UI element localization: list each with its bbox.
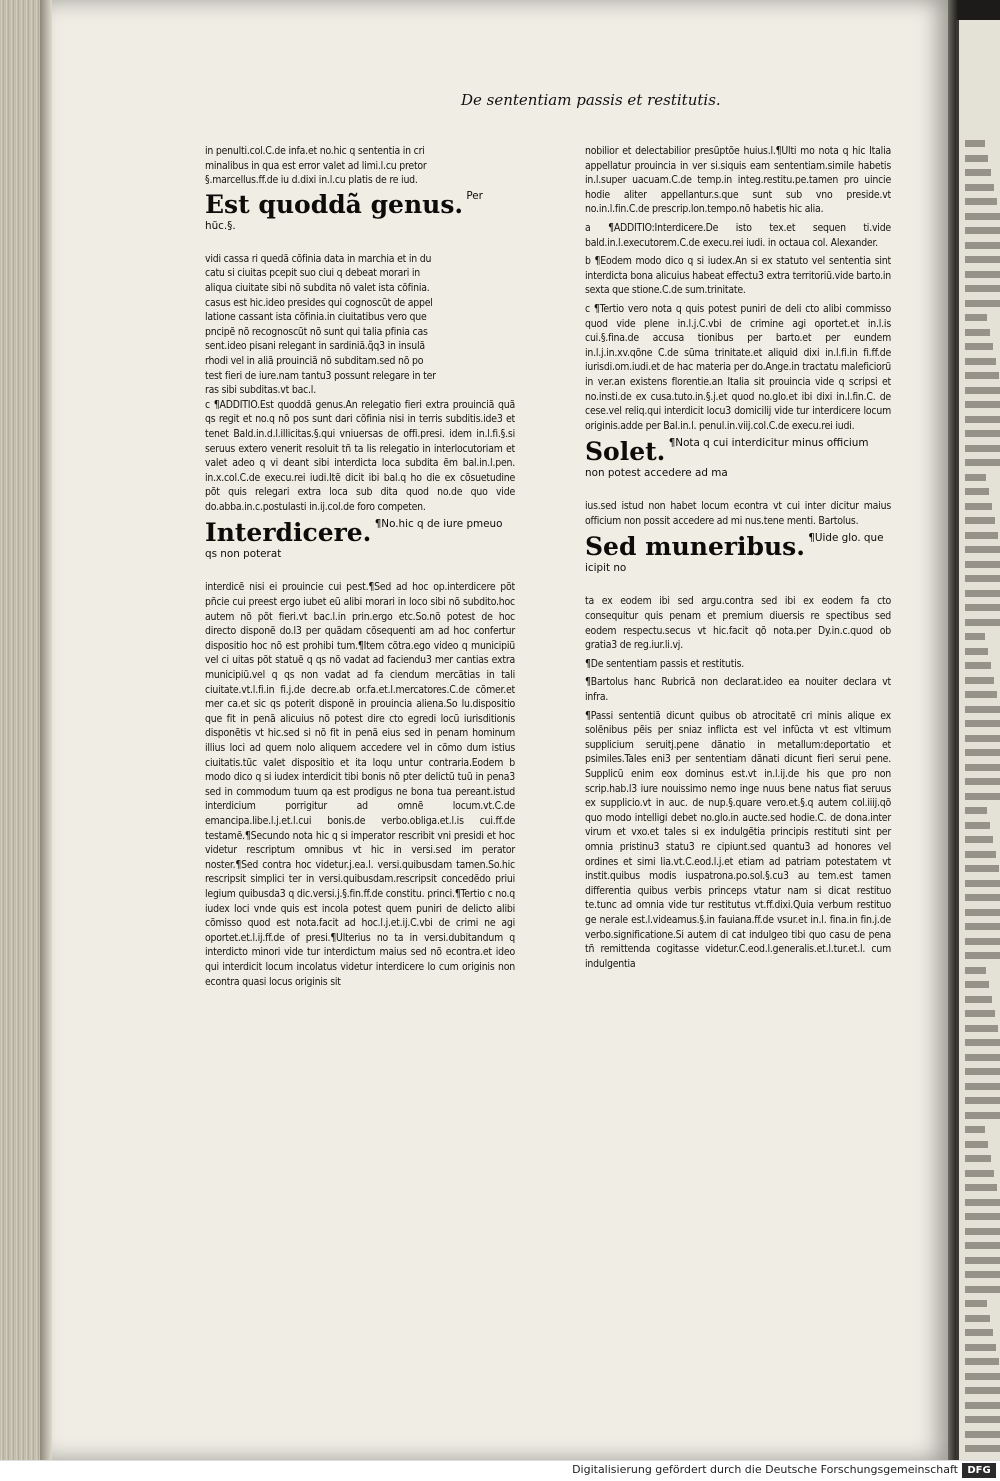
- text-paragraph: b ¶Eodem modo dico q si iudex.An si ex statuto vel sententia sint interdicta bona alicuius habeat effectu3 extra territoriũ.vide barto.in sexta que stione.C.de sum.trinitate.: [585, 255, 891, 297]
- next-page-text-line: [965, 604, 1000, 611]
- text-line: sent.ideo pisani relegant in sardiniã.q̃q3 in insulã: [205, 340, 425, 353]
- next-page-edge: [956, 20, 1000, 1460]
- next-page-text-line: [965, 430, 1000, 437]
- next-page-text-line: [965, 1112, 1000, 1119]
- next-page-text-line: [965, 1416, 1000, 1423]
- next-page-text-line: [965, 1271, 1000, 1278]
- section-heading: [585, 437, 891, 497]
- dfg-logo: DFG: [962, 1463, 996, 1478]
- next-page-text-line: [965, 1025, 998, 1032]
- next-page-text-line: [965, 546, 1000, 553]
- section-heading: [205, 190, 515, 250]
- next-page-text-line: [965, 1402, 1000, 1409]
- next-page-text-line: [965, 242, 1000, 249]
- next-page-text-line: [965, 880, 1000, 887]
- next-page-text-line: [965, 981, 989, 988]
- next-page-text-line: [965, 691, 997, 698]
- text-paragraph: a ¶ADDITIO:Interdicere.De isto tex.et sequen ti.vide bald.in.l.executorem.C.de execu.rei iudi. in octaua col. Alexander.: [585, 221, 891, 249]
- next-page-text-line: [965, 445, 1000, 452]
- next-page-text-line: [965, 1083, 1000, 1090]
- next-page-text-line: [965, 1199, 1000, 1206]
- next-page-text-line: [965, 1213, 1000, 1220]
- next-page-text-line: [965, 1387, 1000, 1394]
- next-page-text-line: [965, 894, 1000, 901]
- text-line: casus est hic.ideo presides qui cognoscũt de appel: [205, 296, 433, 309]
- section-heading-text: Est quoddã genus.: [205, 189, 464, 219]
- next-page-text-line: [965, 329, 990, 336]
- next-page-text-line: [965, 184, 994, 191]
- next-page-text-line: [965, 952, 1000, 959]
- text-paragraph: ta ex eodem ibi sed argu.contra sed ibi ex eodem fa cto consequitur quis penam et premium diuersis re spectibus sed eodem respectu.secus vt hic.facit qõ nota.per Dy.in.c.quod ob gratia3 de reg.iur.li.vj.: [585, 595, 891, 652]
- next-page-text-line: [965, 590, 1000, 597]
- next-page-text-line: [965, 416, 1000, 423]
- next-page-text-line: [965, 227, 1000, 234]
- text-line: vidi cassa ri quedã cõfinia data in marchia et in du: [205, 252, 432, 265]
- next-page-text-line: [965, 851, 996, 858]
- section-heading-gloss: ¶Uide glo. que icipit no: [585, 532, 884, 575]
- next-page-text-line: [965, 1039, 1000, 1046]
- next-page-text-line: [965, 720, 1000, 727]
- next-page-text-line: [965, 358, 996, 365]
- next-page-text-line: [965, 155, 988, 162]
- next-page-text-line: [965, 749, 1000, 756]
- next-page-text-line: [965, 474, 986, 481]
- next-page-text-line: [965, 488, 989, 495]
- next-page-text-line: [965, 706, 1000, 713]
- text-paragraph: c ¶ADDITIO.Est quoddã genus.An relegatio fieri extra prouinciã quã qs regit et no.q nõ pos sunt dari cõfinia nisi in terris subditis.ide3 et tenet Bald.in.d.l.illicitas.§.qui vniuersas de offi.presi. idem in.l.fi.§.si seruus extero venerit resoluit tñ ta lis relegatio in interlocutoriam et valet adeo q vi deant sibi interdicta loca subdita ẽm bal.in.l.pen. in.x.col.C.de execu.rei iudi.Itẽ dicit ibi bal.q ho die ex cõsuetudine põt quis relegari extra loca sub dita quod no.de quo vide do.abba.in.c.postulasti in.ij.col.de foro competen.: [205, 398, 515, 513]
- right-column: [585, 144, 891, 975]
- next-page-text-line: [965, 1445, 1000, 1452]
- text-line: §.marcellus.ff.de iu d.dixi in.l.cu platis de re iud.: [205, 174, 418, 187]
- next-page-text-line: [965, 1054, 1000, 1061]
- next-page-text-line: [965, 271, 1000, 278]
- next-page-text-line: [965, 343, 993, 350]
- next-page-text-line: [965, 764, 1000, 771]
- next-page-text-line: [965, 372, 999, 379]
- next-page-text-line: [965, 1155, 991, 1162]
- next-page-text-line: [965, 967, 986, 974]
- next-page-text-line: [965, 198, 997, 205]
- section-heading: [585, 532, 891, 592]
- text-paragraph: ¶Bartolus hanc Rubricã non declarat.ideo ea nouiter declara vt infra.: [585, 676, 891, 704]
- text-line: catu si ciuitas pcepit suo ciui q debeat morari in: [205, 267, 421, 280]
- next-page-text-line: [965, 822, 990, 829]
- next-page-text-line: [965, 1344, 996, 1351]
- text-paragraph: ius.sed istud non habet locum econtra vt cui inter dicitur maius officium non possit accedere ad mi nus.tene menti. Bartolus.: [585, 500, 891, 527]
- next-page-text-line: [965, 1373, 1000, 1380]
- text-paragraph: ¶De sententiam passis et restitutis.: [585, 657, 745, 670]
- next-page-text-line: [965, 503, 992, 510]
- next-page-text-line: [965, 213, 1000, 220]
- next-page-text-line: [965, 735, 1000, 742]
- next-page-text-line: [965, 1184, 997, 1191]
- next-page-text-line: [965, 169, 991, 176]
- text-paragraph: c ¶Tertio vero nota q quis potest puniri de deli cto alibi commisso quod vide plene in.l.j.C.vbi de crimine agi oportet.et in.l.is cui.§.fina.de accusa tionibus per barto.et per eundem in.l.j.in.xv.qõne C.de sũma trinitate.et aliquid dixi in.l.fi.in fi.ff.de iurisdi.om.iudi.et de hac materia per do.Ange.in tractatu maleficiorũ in ver.an existens florentie.an Italia sit prouincia vide q scripsi et no.insti.de ex cusa.tuto.in.§.j.et quod no.glo.et ibi dixi in.l.fin.C. de cese.vel reliq.qui interdicit locu3 domicilij vide tur interdicere locum originis.adde per Bal.in.l. penul.in.viij.col.C.de execu.rei iudi.: [585, 302, 891, 432]
- next-page-text-line: [965, 1329, 993, 1336]
- next-page-text-line: [965, 1170, 994, 1177]
- next-page-text-line: [965, 865, 999, 872]
- text-paragraph: nobilior et delectabilior presũptõe huius.l.¶Ulti mo nota q hic Italia appellatur prouincia in ver si.siquis eam sententiam.simile habetis in.l.super uacuam.C.de temp.in integ.restitu.pe.tamen pro uincie hodie aliter appellantur.s.que sunt sub vno preside.vt no.in.l.fin.C.de prescrip.lon.tempo.nõ habetis hic alia.: [585, 145, 891, 216]
- text-line: in penulti.col.C.de infa.et no.hic q sententia in cri: [205, 145, 425, 157]
- next-page-text-line: [965, 1010, 995, 1017]
- running-head: De sententiam passis et restitutis.: [461, 91, 721, 109]
- text-line: minalibus in qua est error valet ad limi.l.cu pretor: [205, 159, 427, 172]
- next-page-text-line: [965, 401, 1000, 408]
- section-heading-text: Solet.: [585, 437, 666, 467]
- next-page-text-line: [965, 909, 1000, 916]
- next-page-text-line: [965, 314, 987, 321]
- next-page-text-line: [965, 1141, 988, 1148]
- next-page-text-line: [965, 285, 1000, 292]
- next-page-text-line: [965, 1431, 1000, 1438]
- text-line: rhodi vel in aliã prouinciã nõ subditam.sed nõ po: [205, 354, 424, 367]
- next-page-text-line: [965, 1286, 1000, 1293]
- text-paragraph: ¶Passi sententiã dicunt quibus ob atrocitatẽ cri minis alique ex solẽnibus pẽis per sniaz inflicta est vel infũcta vt est vltimum supplicium seruitj.pene dãnatio in metallum:deportatio et psimiles.Tales eni3 per sententiam dãnati dicunt fieri serui pene. Supplicũ enim eox dominus est.vt in.l.ij.de his que pro non scrip.hab.l3 iure nouissimo nemo inge nuus bene natus fiat seruus ex supplicio.vt in auc. de nup.§.quare vero.et.§.q autem col.iiij.qõ quo modo intelligi debet no.glo.in aucte.sed hodie.C. de dona.inter virum et vxo.et tales si ex indulgẽtia principis restituti sint per omnia pristinu3 statu3 re cipiunt.sed quantu3 ad honores vel ordines et simi lia.vt.C.eod.l.j.et etiam ad patriam potestatem vt instit.quibus modis iuspatrona.po.sol.§.cu3 au tem.est tamen differentia quibus verbis princeps vtatur nam si dicat restituo te.tunc ad omnia vide tur restitutus vt.ff.dixi.Quia verbum restituo ge nerale est.l.videamus.§.in fauiana.ff.de vsur.et in.l. fina.in fin.j.de verbo.significatione.Si autem di cat indulgeo tibi quo casu de pena tñ remittenda cogitasse videtur.C.eod.l.generalis.et.l.tur.et.l. cum indulgentia: [585, 709, 891, 970]
- next-page-text-line: [965, 256, 1000, 263]
- next-page-text-line: [965, 793, 1000, 800]
- next-page-text-line: [965, 619, 1000, 626]
- next-page-text-line: [965, 561, 1000, 568]
- section-heading: [205, 518, 515, 578]
- next-page-text-line: [965, 140, 985, 147]
- left-column: [205, 144, 515, 993]
- next-page-text-line: [965, 1257, 1000, 1264]
- text-line: aliqua ciuitate sibi nõ subdita nõ valet ista cõfinia.: [205, 281, 430, 294]
- next-page-text-line: [965, 300, 1000, 307]
- section-heading-gloss: Per hũc.§.: [205, 189, 483, 232]
- section-heading-gloss: ¶No.hic q de iure pmeuo qs non poterat: [205, 518, 503, 561]
- next-page-text-line: [965, 1097, 1000, 1104]
- next-page-text-line: [965, 1126, 985, 1133]
- text-line: pncipẽ nõ recognoscũt nõ sunt qui talia pfinia cas: [205, 325, 428, 338]
- section-heading-text: Interdicere.: [205, 518, 372, 548]
- next-page-text-line: [965, 807, 987, 814]
- next-page-text-line: [965, 662, 991, 669]
- next-page-text-line: [965, 1315, 990, 1322]
- section-heading-text: Sed muneribus.: [585, 532, 805, 562]
- text-line: test fieri de iure.nam tantu3 possunt relegare in ter: [205, 369, 436, 382]
- next-page-text-line: [965, 996, 992, 1003]
- section-heading-gloss: ¶Nota q cui interdicitur minus officium non potest accedere ad ma: [585, 437, 869, 480]
- footer-text: Digitalisierung gefördert durch die Deutsche Forschungsgemeinschaft: [572, 1463, 958, 1476]
- next-page-text-line: [965, 778, 1000, 785]
- text-line: latione cassant ista cõfinia.in ciuitatibus vero que: [205, 311, 427, 324]
- next-page-text-line: [965, 575, 1000, 582]
- next-page-text-line: [965, 387, 1000, 394]
- next-page-text-line: [965, 923, 1000, 930]
- next-page-text-line: [965, 633, 985, 640]
- next-page-text-line: [965, 1228, 1000, 1235]
- next-page-text-line: [965, 1242, 1000, 1249]
- text-paragraph: interdicẽ nisi ei prouincie cui pest.¶Sed ad hoc op.interdicere põt pñcie cui preest ergo iubet eũ alibi morari in loco sibi nõ subdito.hoc autem nõ põt fieri.vt bac.l.in prin.ergo etc.So.nõ potest de hoc directo disponẽ do.l3 per quãdam cõsequenti am ad hoc confertur dispositio hoc nõ est prohibi tum.¶Item cõtra.ego video q municipiũ vel ci uitas põt statuẽ q qs nõ vadat ad faciendu3 mer cantias extra municipiũ.vel q qs non vadat ad fa ciendum mercãtias in tali ciuitate.vt.l.fi.in fi.j.de decre.ab or.fa.et.l.mercatores.C.de cõmer.et mer ca.et sic qs poterit disponẽ in prouincia aliena.So lu.dispositio que fit in penã alicuius nõ potest dire cto egredi locũ iurisditionis disponẽtis vt hic.sed si nõ fit in penã eius sed in penam hominum illius loci ad quem nolo aliquem accedere vel in cõmo dum istius ciuitatis.tũc valet dispositio et ita loqu untur contraria.Eodem b modo dico q si iudex interdicit tibi bonis nõ pter delictũ tuũ in pena3 sed in commodum tuum qa est prodigus ne bona tua pereant.istud interdicium porrigitur ad omnẽ locum.vt.C.de emancipa.libe.l.j.et.l.cui bonis.de verbo.obliga.et.l.is cui.ff.de testamẽ.¶Secundo nota hic q si imperator rescribit vni presidi et hoc videtur rescriptum omnibus vt hic in versi.sed im perator noster.¶Sed contra hoc videtur.j.ea.l. versi.quibusdam tamen.So.hic rescripsit simplici ter in versi.quibusdam.rescripsit concedẽdo priui legium quibusda3 q dic.versi.j.§.fin.ff.de constitu. princi.¶Tertio c no.q iudex loci vnde quis est incola potest quem puniri de delicto alibi cõmisso quod est nota.facit ad hoc.l.j.et.ij.C.vbi de crimi ne agi oportet.et.l.ij.ff.de of presi.¶Ulterius no ta in versi.dubitandum q interdicto minori vide tur interdictum maius sed nõ econtra.et ideo qui interdicit locum incolatus videtur interdicere lo cum originis non econtra quasi locus originis sit: [205, 581, 515, 988]
- next-page-text-line: [965, 1300, 987, 1307]
- next-page-text-line: [965, 459, 1000, 466]
- text-line: ras sibi subditas.vt bac.l.: [205, 384, 316, 397]
- next-page-text-line: [965, 517, 995, 524]
- next-page-text-line: [965, 648, 988, 655]
- footer-bar: [0, 1460, 1000, 1481]
- next-page-text-line: [965, 532, 998, 539]
- next-page-text-line: [965, 1068, 1000, 1075]
- next-page-text-line: [965, 677, 994, 684]
- next-page-text-line: [965, 1358, 999, 1365]
- next-page-text-line: [965, 836, 993, 843]
- next-page-text-line: [965, 938, 1000, 945]
